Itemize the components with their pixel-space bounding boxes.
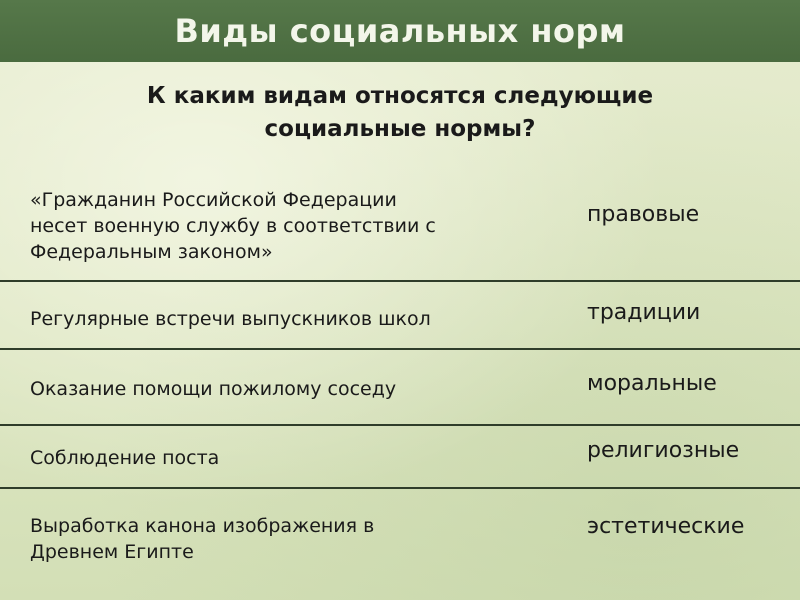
norm-example-1 [30,187,550,265]
norm-example-1-line-3: Федеральным законом» [30,241,273,263]
row-divider [0,424,800,426]
norm-type-2: традиции [587,300,701,325]
norm-type-3: моральные [587,371,717,396]
question-line-1: К каким видам относятся следующие [146,83,654,109]
norm-example-4-line-1: Соблюдение поста [30,447,220,469]
norm-example-5-line-1: Выработка канона изображения в [30,515,375,537]
norm-type-4: религиозные [587,438,740,463]
norm-example-4 [30,445,550,471]
norm-example-5 [30,513,550,565]
norm-example-2-line-1: Регулярные встречи выпускников школ [30,308,431,330]
row-divider [0,487,800,489]
norm-example-3 [30,376,550,402]
row-divider [0,280,800,282]
question-text [60,80,740,146]
norm-type-5: эстетические [587,514,745,539]
question-line-2: социальные нормы? [264,116,536,142]
norm-example-1-line-1: «Гражданин Российской Федерации [30,189,397,211]
norm-example-1-line-2: несет военную службу в соответствии с [30,215,436,237]
norm-type-1: правовые [587,202,700,227]
norm-example-3-line-1: Оказание помощи пожилому соседу [30,378,397,400]
norm-example-5-line-2: Древнем Египте [30,541,194,563]
slide-title: Виды социальных норм [174,12,626,50]
norm-example-2 [30,306,550,332]
row-divider [0,348,800,350]
title-bar [0,0,800,62]
